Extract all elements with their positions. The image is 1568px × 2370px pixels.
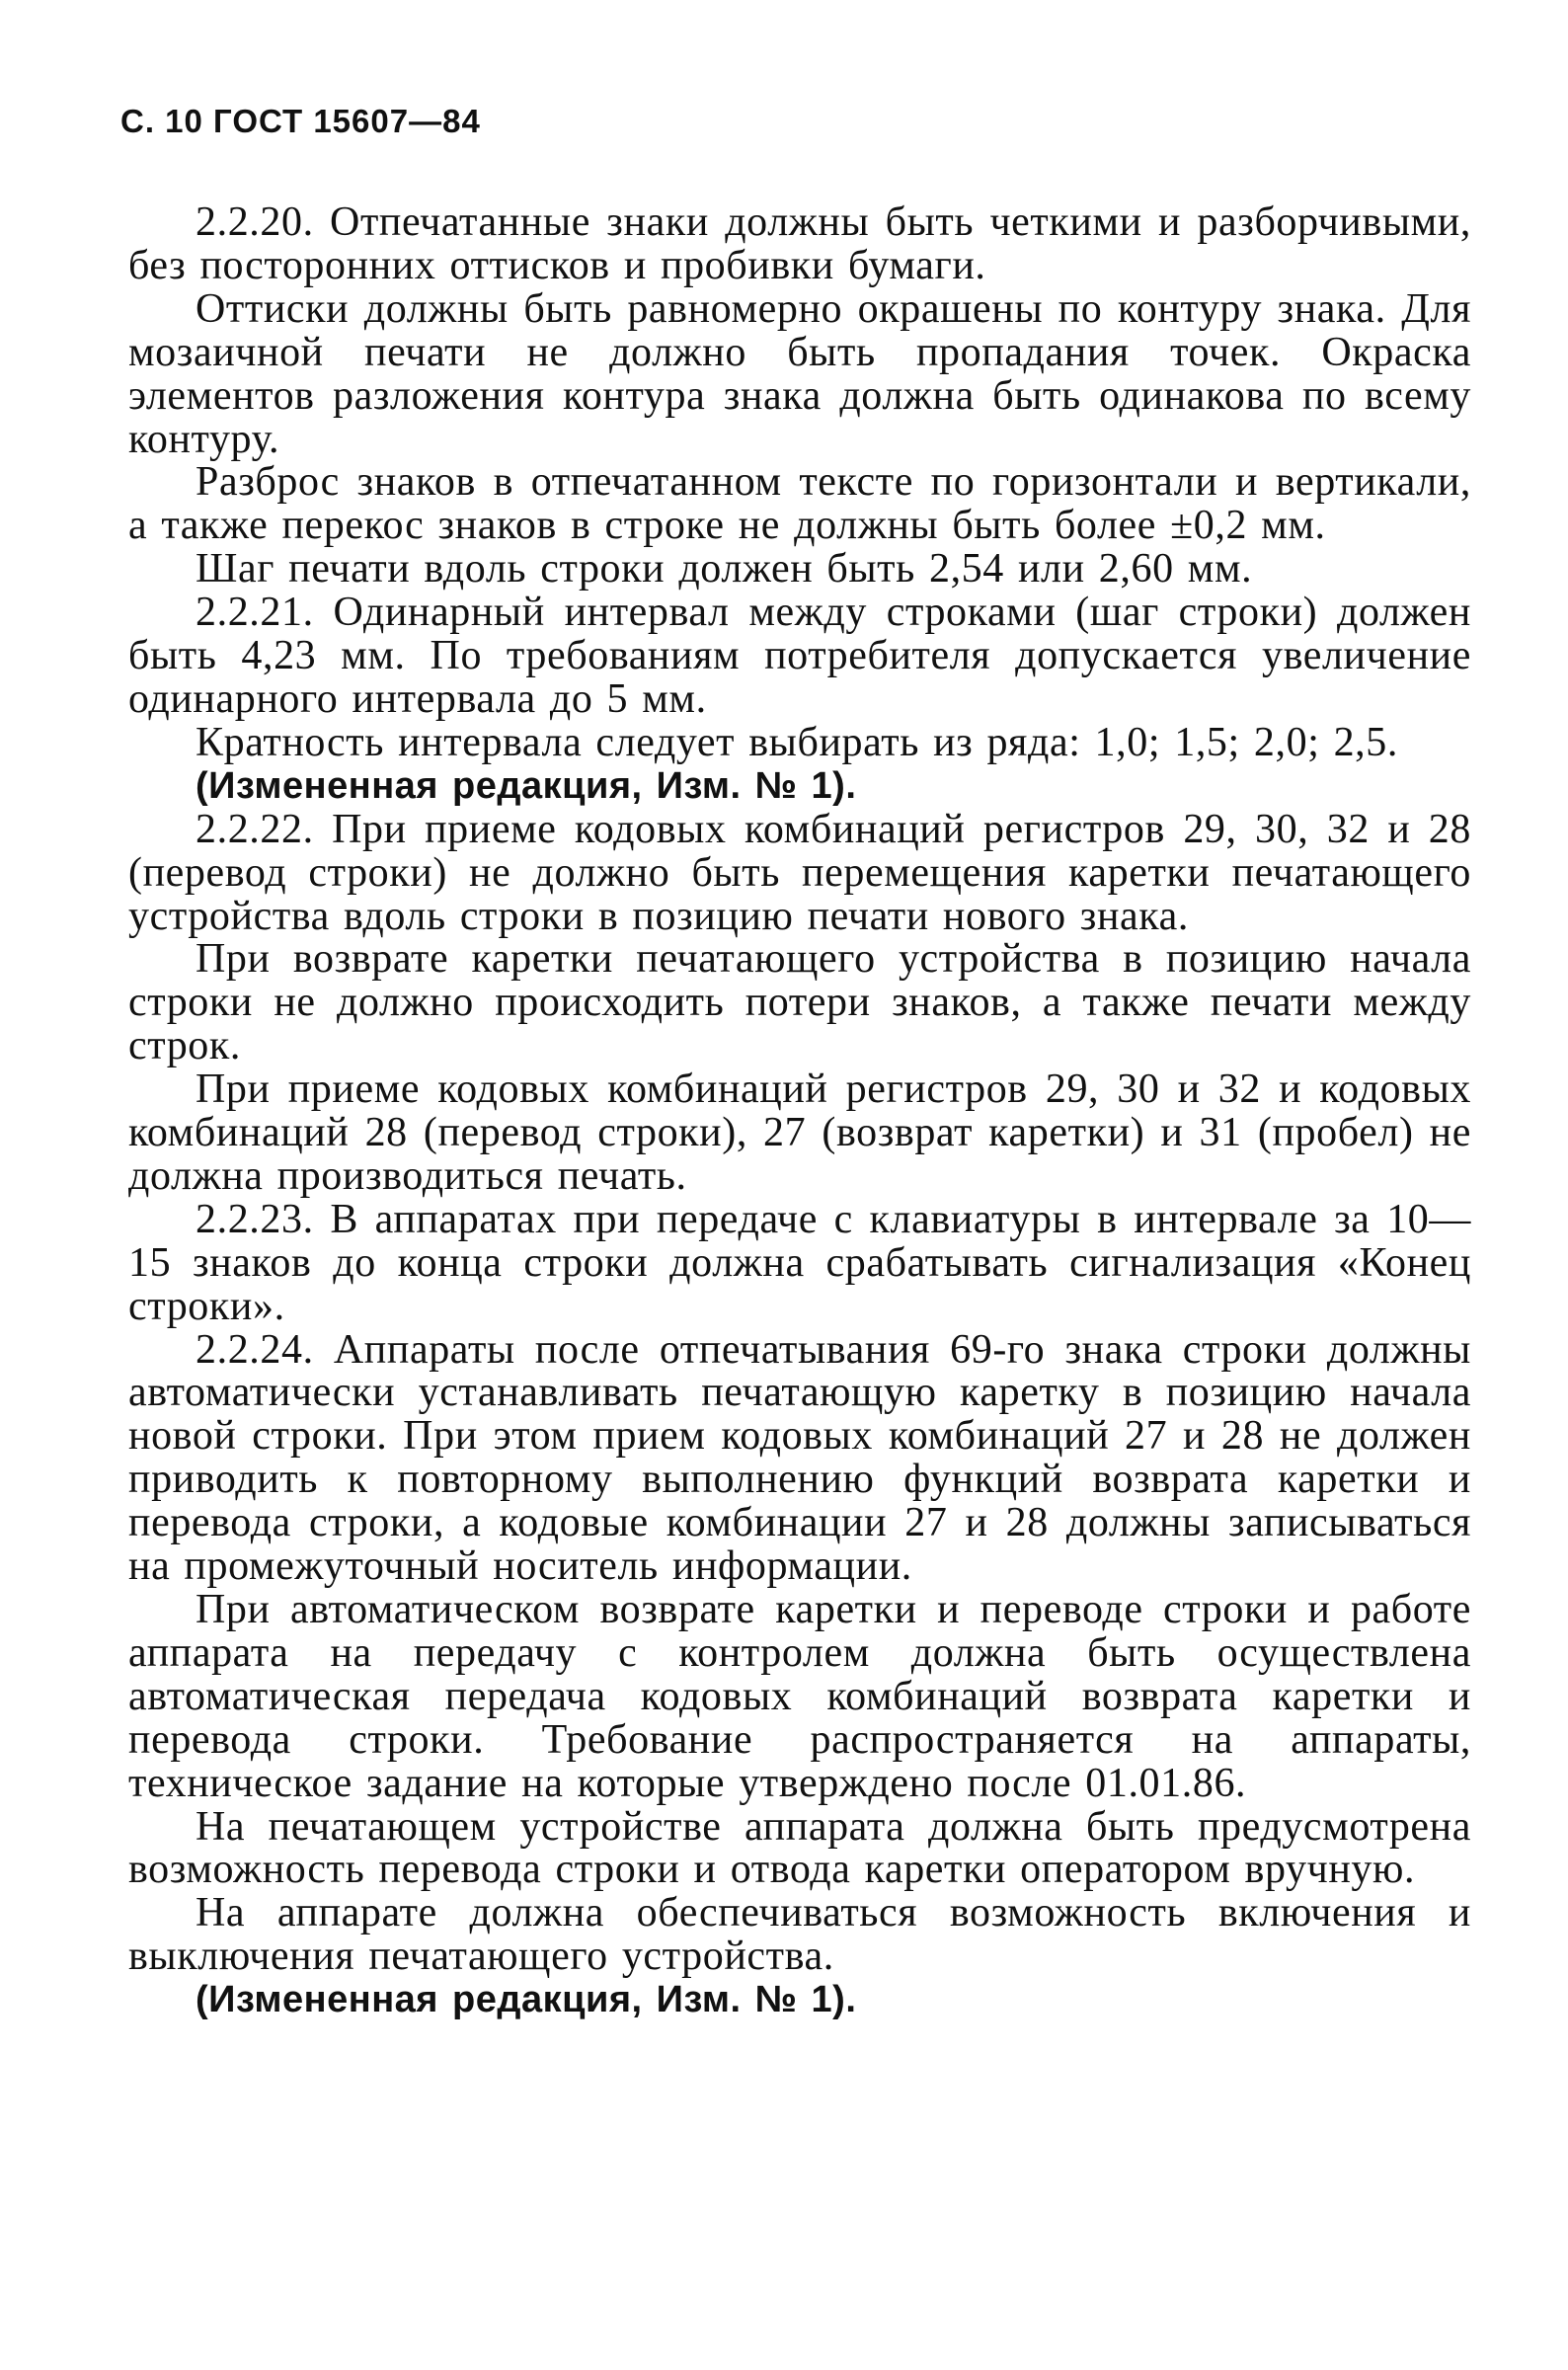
page-header: С. 10 ГОСТ 15607—84: [120, 103, 481, 139]
amendment-note: (Измененная редакция, Изм. № 1).: [196, 1979, 857, 2021]
paragraph-manual-feed: На печатающем устройстве аппарата должна быть предусмотрена возможность перевода строки и отвода каретки оператором вручную.: [128, 1803, 1471, 1893]
paragraph-imprint-coloring: Оттиски должны быть равномерно окрашены по контуру знака. Для мозаичной печати не должно быть пропадания точек. Окраска элементов разложения контура знака должна быть одинакова по всему контуру.: [128, 285, 1471, 462]
paragraph-2-2-22: 2.2.22. При приеме кодовых комбинаций регистров 29, 30, 32 и 28 (перевод строки) не должно быть перемещения каретки печатающего устройства вдоль строки в позицию печати нового знака.: [128, 806, 1471, 939]
paragraph-automatic-return: При автоматическом возврате каретки и переводе строки и работе аппарата на передачу с контролем должна быть осуществлена автоматическая передача кодовых комбинаций возврата каретки и перевода строки. Требование распространяется на аппараты, техническое задание на которые утверждено после 01.01.86.: [128, 1587, 1471, 1806]
paragraph-no-print-codes: При приеме кодовых комбинаций регистров 29, 30 и 32 и кодовых комбинаций 28 (перевод строки), 27 (возврат каретки) и 31 (пробел) не должна производиться печать.: [128, 1066, 1471, 1199]
paragraph-2-2-20: 2.2.20. Отпечатанные знаки должны быть четкими и разборчивыми, без посторонних оттисков и пробивки бумаги.: [128, 199, 1471, 288]
paragraph-2-2-21: 2.2.21. Одинарный интервал между строками (шаг строки) должен быть 4,23 мм. По требованиям потребителя допускается увеличение одинарного интервала до 5 мм.: [128, 590, 1471, 722]
paragraph-2-2-24: 2.2.24. Аппараты после отпечатывания 69-го знака строки должны автоматически устанавливать печатающую каретку в позицию начала новой строки. При этом прием кодовых комбинаций 27 и 28 не должен приводить к повторному выполнению функций возврата каретки и перевода строки, а кодовые комбинации 27 и 28 должны записываться на промежуточный носитель информации.: [128, 1326, 1471, 1590]
paragraph-character-spread: Разброс знаков в отпечатанном тексте по горизонтали и вертикали, а также перекос знаков в строке не должны быть более ±0,2 мм.: [128, 459, 1471, 549]
paragraph-print-pitch: Шаг печати вдоль строки должен быть 2,54 или 2,60 мм.: [196, 546, 1253, 592]
amendment-note: (Измененная редакция, Изм. № 1).: [196, 764, 857, 807]
paragraph-printer-switch: На аппарате должна обеспечиваться возможность включения и выключения печатающего устройства.: [128, 1890, 1471, 1980]
paragraph-interval-multiplicity: Кратность интервала следует выбирать из ряда: 1,0; 1,5; 2,0; 2,5.: [196, 719, 1398, 765]
paragraph-2-2-23: 2.2.23. В аппаратах при передаче с клавиатуры в интервале за 10—15 знаков до конца строки должна срабатывать сигнализация «Конец строки».: [128, 1196, 1471, 1329]
paragraph-carriage-return: При возврате каретки печатающего устройства в позицию начала строки не должно происходить потери знаков, а также печати между строк.: [128, 936, 1471, 1069]
document-body: [128, 201, 1471, 2022]
